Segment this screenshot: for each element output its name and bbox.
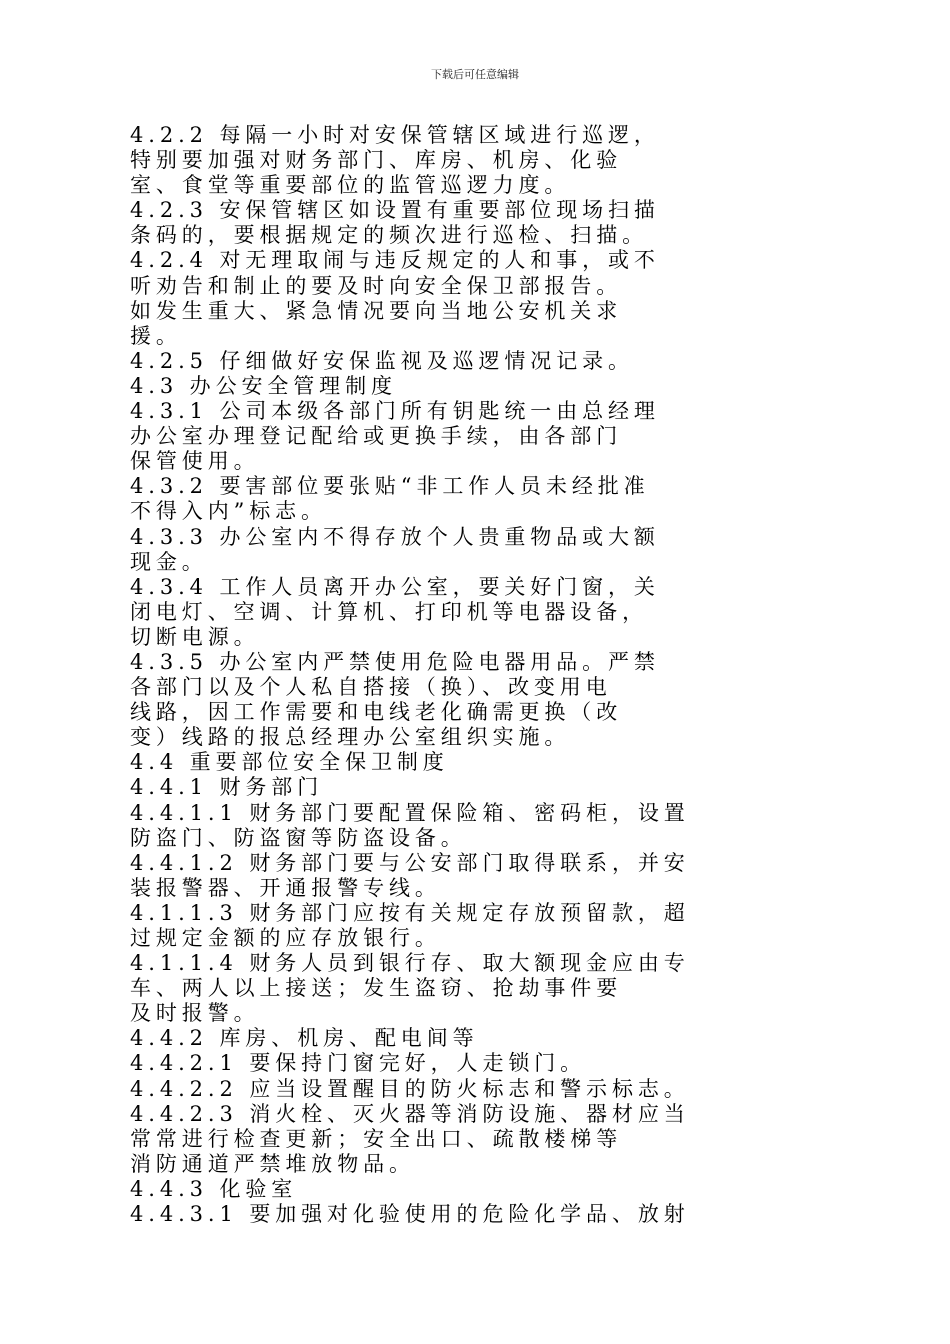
page-header: 下载后可任意编辑 <box>431 68 519 81</box>
text-line: 4.4 重要部位安全保卫制度 <box>130 750 449 775</box>
text-line: 不得入内”标志。 <box>130 499 327 524</box>
text-line: 援。 <box>130 323 182 348</box>
text-line: 4.3.2 要害部位要张贴“非工作人员未经批准 <box>130 474 650 499</box>
text-line: 现金。 <box>130 549 208 574</box>
text-line: 各部门以及个人私自搭接（换）、改变用电 <box>130 675 612 700</box>
text-line: 4.4.1.1 财务部门要配置保险箱、密码柜，设置 <box>130 800 690 825</box>
text-line: 变）线路的报总经理办公室组织实施。 <box>130 725 571 750</box>
text-line: 保管使用。 <box>130 449 260 474</box>
text-line: 车、两人以上接送；发生盗窃、抢劫事件要 <box>130 976 623 1001</box>
text-line: 如发生重大、紧急情况要向当地公安机关求 <box>130 298 623 323</box>
text-line: 4.1.1.3 财务部门应按有关规定存放预留款，超 <box>130 900 690 925</box>
text-line: 室、食堂等重要部位的监管巡逻力度。 <box>130 173 571 198</box>
text-line: 4.4.2.3 消火栓、灭火器等消防设施、器材应当 <box>130 1101 690 1126</box>
text-line: 4.3.4 工作人员离开办公室，要关好门窗，关 <box>130 574 660 599</box>
text-line: 4.3.3 办公室内不得存放个人贵重物品或大额 <box>130 524 660 549</box>
text-line: 4.3.1 公司本级各部门所有钥匙统一由总经理 <box>130 399 660 424</box>
text-line: 常常进行检查更新；安全出口、疏散楼梯等 <box>130 1126 623 1151</box>
text-line: 过规定金额的应存放银行。 <box>130 926 441 950</box>
text-line: 切断电源。 <box>130 624 260 649</box>
text-line: 4.2.3 安保管辖区如设置有重要部位现场扫描 <box>130 198 660 223</box>
text-line: 装报警器、开通报警专线。 <box>130 875 441 900</box>
text-line: 4.2.4 对无理取闹与违反规定的人和事，或不 <box>130 248 660 273</box>
text-line: 条码的，要根据规定的频次进行巡检、扫描。 <box>130 223 648 248</box>
document-body <box>130 123 850 1227</box>
text-line: 4.4.2 库房、机房、配电间等 <box>130 1026 479 1051</box>
text-line: 4.4.2.2 应当设置醒目的防火标志和警示标志。 <box>130 1076 690 1101</box>
text-line: 4.4.2.1 要保持门窗完好，人走锁门。 <box>130 1051 587 1076</box>
text-line: 防盗门、防盗窗等防盗设备。 <box>130 825 467 850</box>
text-line: 4.4.1 财务部门 <box>130 775 324 800</box>
text-line: 4.3 办公安全管理制度 <box>130 373 397 398</box>
text-line: 4.1.1.4 财务人员到银行存、取大额现金应由专 <box>130 951 690 976</box>
text-line: 4.2.2 每隔一小时对安保管辖区域进行巡逻， <box>130 123 660 147</box>
text-line: 特别要加强对财务部门、库房、机房、化验 <box>130 148 623 173</box>
text-line: 消防通道严禁堆放物品。 <box>130 1151 415 1176</box>
text-line: 办公室办理登记配给或更换手续，由各部门 <box>130 424 623 449</box>
text-line: 及时报警。 <box>130 1001 260 1026</box>
text-line: 4.4.3 化验室 <box>130 1176 298 1201</box>
text-line: 4.3.5 办公室内严禁使用危险电器用品。严禁 <box>130 649 660 674</box>
text-line: 闭电灯、空调、计算机、打印机等电器设备， <box>130 599 648 624</box>
text-line: 线路，因工作需要和电线老化确需更换（改 <box>130 700 623 725</box>
text-line: 4.4.1.2 财务部门要与公安部门取得联系，并安 <box>130 850 690 875</box>
text-line: 4.2.5 仔细做好安保监视及巡逻情况记录。 <box>130 348 634 373</box>
text-line: 4.4.3.1 要加强对化验使用的危险化学品、放射 <box>130 1202 690 1227</box>
text-line: 听劝告和制止的要及时向安全保卫部报告。 <box>130 273 623 298</box>
